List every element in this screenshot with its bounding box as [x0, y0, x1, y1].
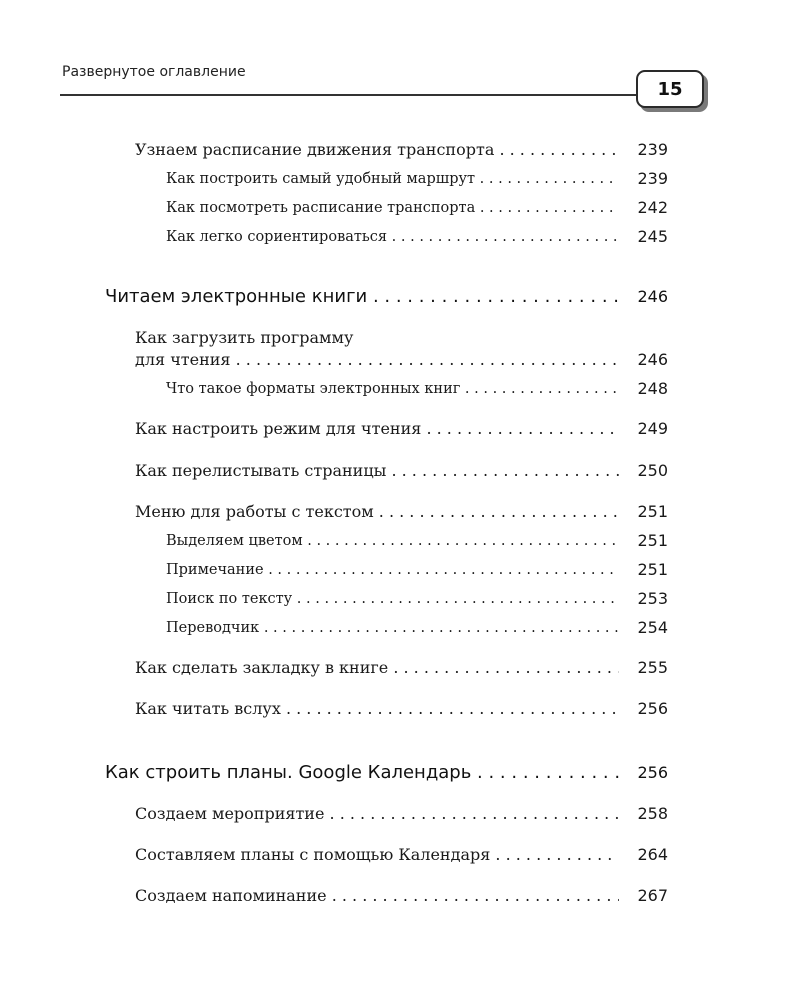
toc-subentry[interactable] — [0, 586, 800, 612]
toc-entry-page: 258 — [637, 804, 668, 823]
toc-entry-title: Как сделать закладку в книге . . . — [135, 655, 619, 681]
toc-entry-title: Составляем планы с помощью Календаря . . . — [135, 842, 619, 868]
toc-subentry[interactable] — [0, 528, 800, 554]
toc-entry-page: 246 — [637, 350, 668, 369]
toc-entry-page: 254 — [637, 618, 668, 637]
toc-entry-page: 242 — [637, 198, 668, 217]
toc-entry-page: 239 — [637, 140, 668, 159]
toc-entry-page: 248 — [637, 379, 668, 398]
toc-chapter[interactable] — [0, 760, 800, 786]
toc-entry[interactable] — [0, 801, 800, 827]
toc-entry-page: 264 — [637, 845, 668, 864]
toc-entry[interactable] — [0, 842, 800, 868]
toc-entry-title-line1: Как загрузить программу — [135, 328, 354, 347]
toc-entry-title: Создаем напоминание . . . — [135, 883, 619, 909]
toc-subentry[interactable] — [0, 224, 800, 250]
toc-entry-title: Примечание . . . — [166, 557, 619, 583]
toc-entry-page: 246 — [637, 287, 668, 306]
toc-entry-page: 249 — [637, 419, 668, 438]
toc-entry-title: Как посмотреть расписание транспорта . . . — [166, 195, 619, 221]
toc-entry-title: Меню для работы с текстом . . . — [135, 499, 619, 525]
toc-entry-page: 253 — [637, 589, 668, 608]
header-rule — [60, 94, 642, 96]
toc-entry[interactable] — [0, 696, 800, 722]
toc-entry-page: 256 — [637, 699, 668, 718]
toc-subentry[interactable] — [0, 195, 800, 221]
toc-subentry[interactable] — [0, 557, 800, 583]
toc-entry-page: 250 — [637, 461, 668, 480]
toc-subentry[interactable] — [0, 376, 800, 402]
toc-entry[interactable] — [0, 883, 800, 909]
toc-entry[interactable] — [0, 499, 800, 525]
toc-entry-page: 255 — [637, 658, 668, 677]
running-header-title: Развернутое оглавление — [62, 64, 246, 80]
toc-chapter[interactable] — [0, 284, 800, 310]
toc-chapter-title: Читаем электронные книги . . . — [105, 284, 619, 310]
toc-entry[interactable] — [0, 137, 800, 163]
toc-entry-title: Что такое форматы электронных книг . . . — [166, 376, 619, 402]
toc-entry-page: 256 — [637, 763, 668, 782]
toc-entry-title: Как легко сориентироваться . . . — [166, 224, 619, 250]
toc-entry-page: 245 — [637, 227, 668, 246]
toc-entry-title: Как построить самый удобный маршрут . . . — [166, 166, 619, 192]
toc-subentry[interactable] — [0, 166, 800, 192]
toc-entry-title: для чтения . . . — [135, 347, 619, 373]
toc-entry[interactable] — [0, 347, 800, 373]
toc-entry-page: 251 — [637, 531, 668, 550]
toc-subentry[interactable] — [0, 615, 800, 641]
toc-entry-title: Узнаем расписание движения транспорта . . . — [135, 137, 619, 163]
page-number-badge: 15 — [636, 70, 704, 108]
toc-entry-title: Как перелистывать страницы . . . — [135, 458, 619, 484]
toc-entry-page: 251 — [637, 502, 668, 521]
toc-entry-page: 239 — [637, 169, 668, 188]
toc-entry[interactable] — [0, 655, 800, 681]
toc-entry-title: Поиск по тексту . . . — [166, 586, 619, 612]
toc-entry[interactable] — [0, 416, 800, 442]
toc-entry-title: Как настроить режим для чтения . . . — [135, 416, 619, 442]
toc-entry[interactable] — [0, 458, 800, 484]
toc-entry-page: 267 — [637, 886, 668, 905]
toc-entry-title: Выделяем цветом . . . — [166, 528, 619, 554]
toc-entry-page: 251 — [637, 560, 668, 579]
toc-entry-title: Создаем мероприятие . . . — [135, 801, 619, 827]
toc-chapter-title: Как строить планы. Google Календарь . . . — [105, 760, 619, 786]
toc-entry-title: Переводчик . . . — [166, 615, 619, 641]
toc-entry-title: Как читать вслух . . . — [135, 696, 619, 722]
